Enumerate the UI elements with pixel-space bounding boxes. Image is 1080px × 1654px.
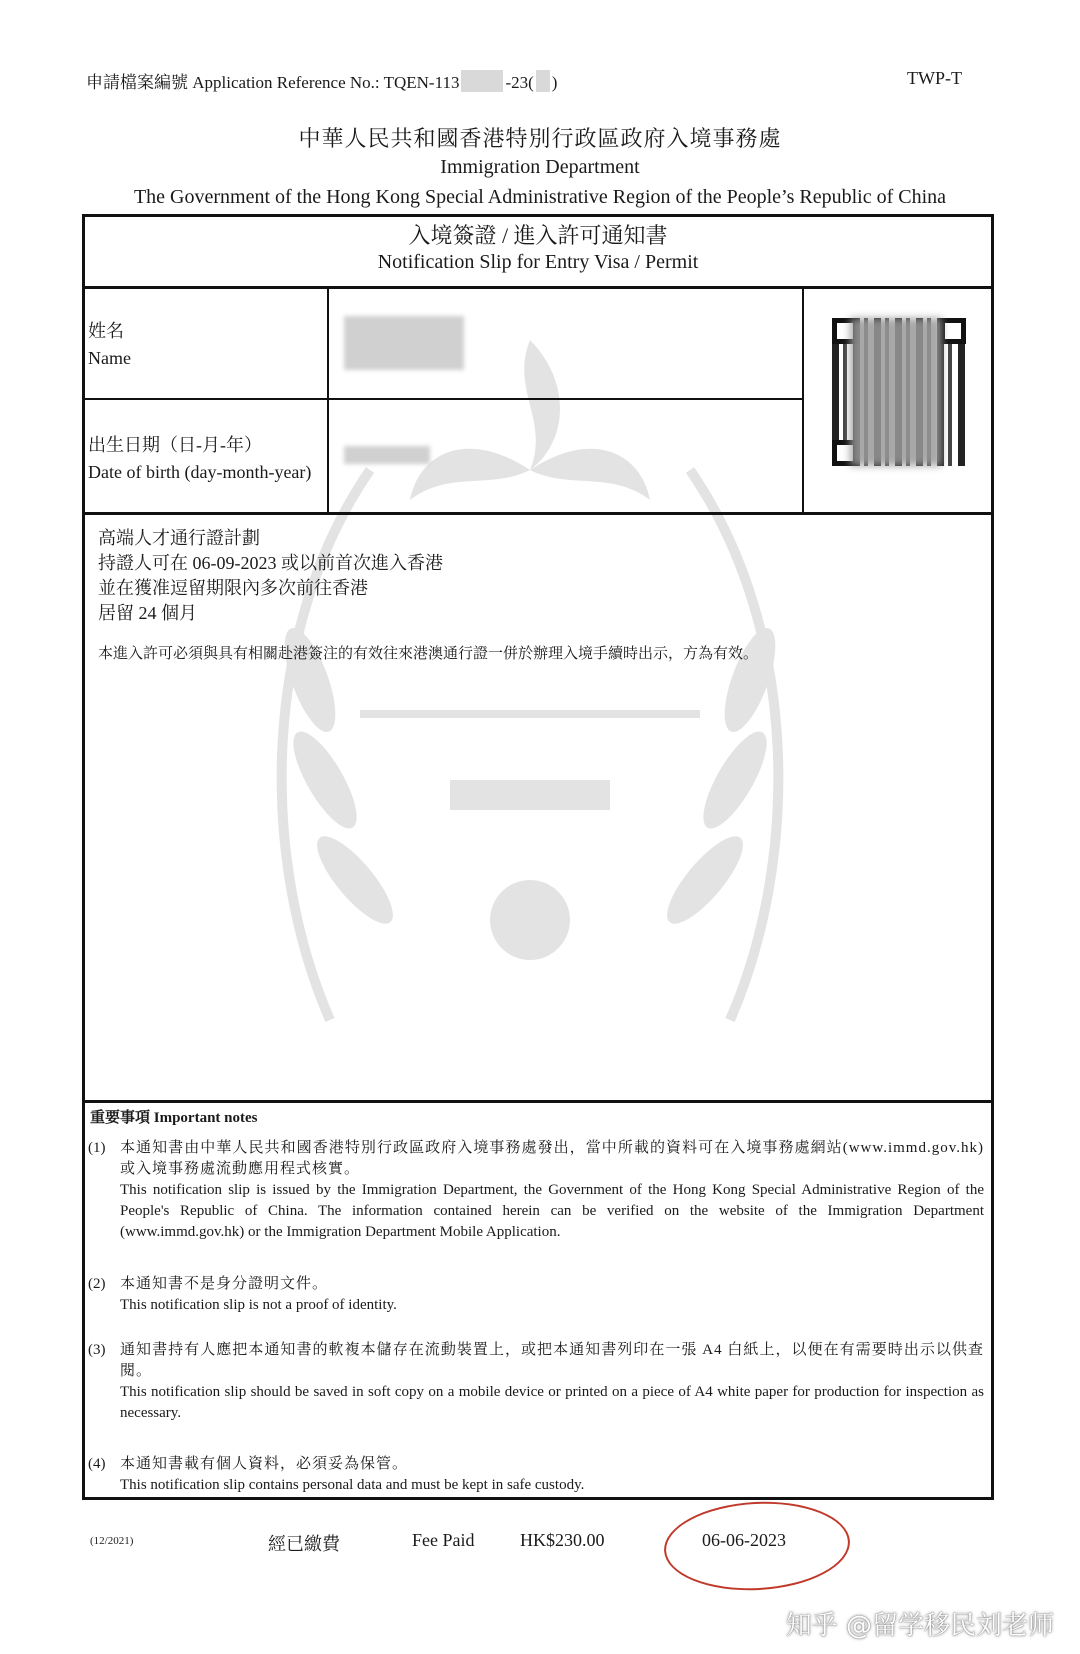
note-item: [88, 1340, 984, 1424]
form-code: TWP-T: [907, 68, 962, 88]
permit-condition: 本進入許可必須與具有相關赴港簽注的有效往來港澳通行證一併於辦理入境手續時出示，方為有效。: [98, 646, 759, 662]
fee-amount: HK$230.00: [520, 1530, 605, 1550]
dob-label-zh: 出生日期（日-月-年）: [88, 435, 262, 455]
dob-value-redacted: [344, 446, 430, 464]
name-value-redacted: [344, 316, 464, 370]
permit-entry-deadline: 持證人可在 06-09-2023 或以前首次進入香港: [98, 553, 443, 573]
permit-details: [98, 526, 443, 626]
redaction-mask: [536, 70, 550, 92]
note-number: (2): [88, 1276, 106, 1292]
slip-title-en: Notification Slip for Entry Visa / Permit: [377, 251, 699, 273]
divider: [82, 398, 803, 400]
note-text-zh: 本通知書不是身分證明文件。: [120, 1276, 329, 1292]
dob-label-en: Date of birth (day-month-year): [88, 462, 312, 482]
department-title-en: Immigration Department: [440, 156, 640, 178]
government-title: The Government of the Hong Kong Special Administrative Region of the People’s Republic of China: [133, 186, 947, 208]
department-title-zh: 中華人民共和國香港特別行政區政府入境事務處: [298, 126, 782, 151]
note-text-en: This notification slip contains personal data and must be kept in safe custody.: [120, 1477, 585, 1493]
fee-paid-en: Fee Paid: [412, 1530, 475, 1550]
name-label-en: Name: [88, 348, 131, 368]
divider: [802, 288, 804, 514]
slip-title-zh: 入境簽證 / 進入許可通知書: [408, 223, 668, 248]
application-reference: [86, 68, 557, 93]
qr-finder: [940, 318, 966, 344]
note-text-en: This notification slip should be saved in soft copy on a mobile device or printed on a piece of A4 white paper for production for inspection as necessary.: [120, 1384, 984, 1421]
reference-label: 申請檔案編號 Application Reference No.:: [86, 73, 380, 92]
notes-title: 重要事項 Important notes: [90, 1110, 258, 1126]
name-label-zh: 姓名: [88, 321, 124, 341]
note-text-zh: 通知書持有人應把本通知書的軟複本儲存在流動裝置上，或把本通知書列印在一張 A4 白紙上，以便在有需要時出示以供查閱。: [120, 1342, 984, 1379]
reference-suffix: -23(: [505, 73, 534, 92]
divider: [82, 1100, 994, 1103]
note-number: (1): [88, 1140, 106, 1156]
note-text-zh: 本通知書載有個人資料，必須妥為保管。: [120, 1456, 409, 1472]
redaction-mask: [461, 70, 503, 92]
permit-multiple-entry: 並在獲准逗留期限內多次前往香港: [98, 578, 368, 598]
divider: [82, 512, 994, 515]
issue-date: 06-06-2023: [702, 1530, 786, 1550]
source-watermark: 知乎 @留学移民刘老师: [785, 1611, 1054, 1641]
note-item: [88, 1274, 984, 1316]
fee-paid-zh: 經已繳費: [268, 1534, 340, 1554]
note-text-en: This notification slip is not a proof of identity.: [120, 1297, 397, 1313]
qr-code-redacted: [850, 318, 942, 466]
divider: [327, 288, 329, 514]
note-number: (4): [88, 1456, 106, 1472]
note-text-zh: 本通知書由中華人民共和國香港特別行政區政府入境事務處發出，當中所載的資料可在入境事務處網站(www.immd.gov.hk)或入境事務處流動應用程式核實。: [120, 1140, 984, 1177]
dob-label: [88, 432, 311, 486]
name-label: [88, 318, 131, 372]
permit-stay-duration: 居留 24 個月: [98, 603, 197, 623]
form-revision-date: (12/2021): [90, 1535, 134, 1547]
permit-scheme: 高端人才通行證計劃: [98, 528, 260, 548]
note-number: (3): [88, 1342, 106, 1358]
note-item: [88, 1138, 984, 1243]
note-item: [88, 1454, 984, 1496]
reference-close: ): [551, 73, 558, 92]
divider: [82, 286, 994, 289]
note-text-en: This notification slip is issued by the Immigration Department, the Government of the Hong Kong Special Administrative Region of the People's Republic of China. The information contained herein can be verified on the website of the Immigration Department (www.immd.gov.hk) or the Immigration Department Mobile Application.: [120, 1182, 984, 1240]
reference-prefix: TQEN-113: [383, 73, 460, 92]
